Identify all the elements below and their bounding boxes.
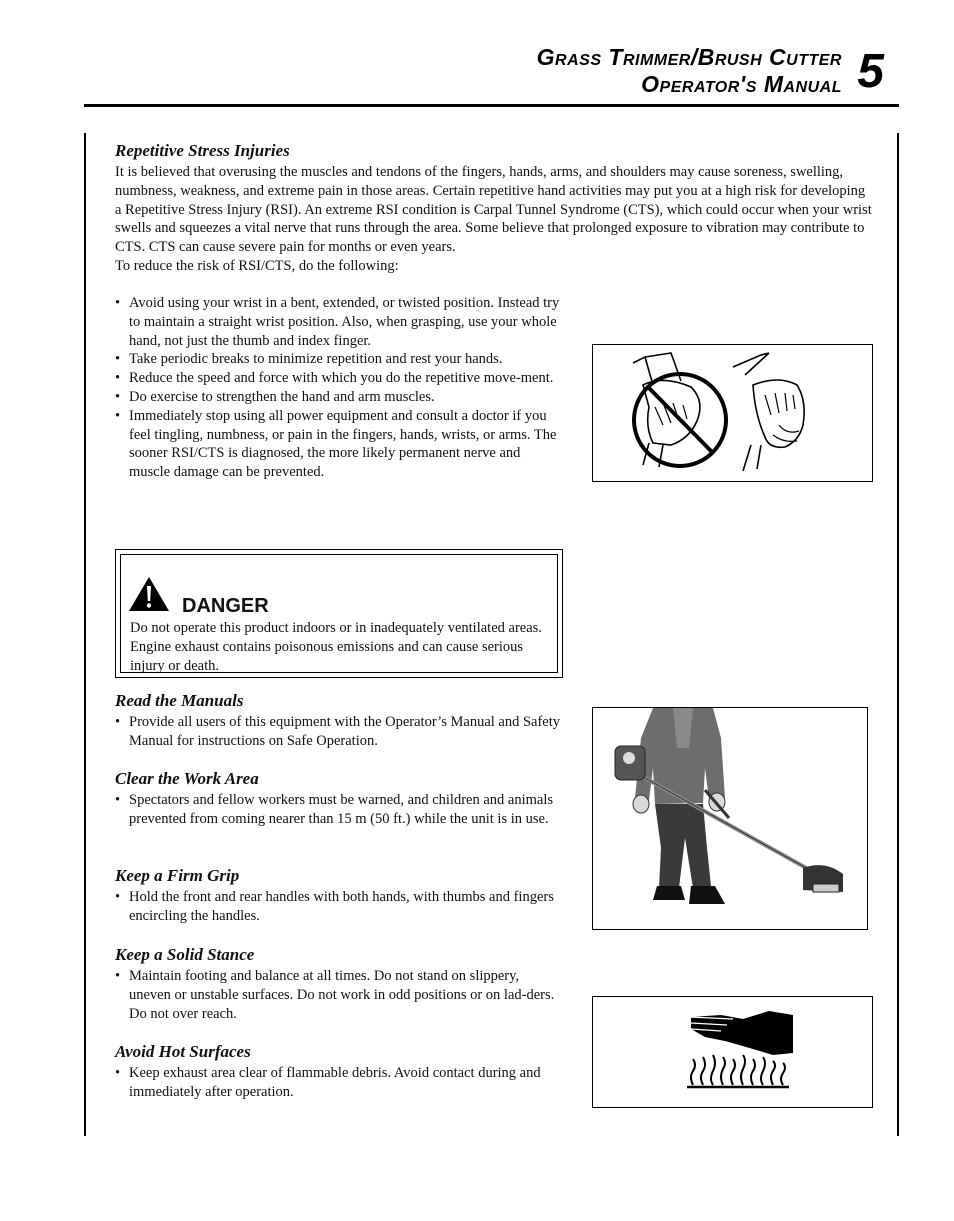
read-manuals-section [115, 691, 563, 751]
operator-illustration [615, 708, 843, 904]
list-item: • Avoid using your wrist in a bent, extended, or twisted position. Instead try to maintain a straight wrist position. Also, when grasping, use your whole hand, not just the thumb and index finger. [115, 294, 565, 350]
list-item: • Take periodic breaks to minimize repetition and rest your hands. [115, 350, 565, 369]
list-item: • Keep exhaust area clear of flammable debris. Avoid contact during and immediately after operation. [115, 1064, 563, 1102]
header-rule [84, 104, 899, 107]
danger-text: Do not operate this product indoors or in inadequately ventilated areas. Engine exhaust contains poisonous emissions and can cause serious injury or death. [130, 620, 542, 674]
rsi-bullets [115, 294, 565, 482]
solid-stance-section [115, 945, 563, 1023]
wrist-position-figure [592, 344, 873, 482]
list-item: • Immediately stop using all power equipment and consult a doctor if you feel tingling, numbness, or pain in the fingers, hands, wrists, or arms. The sooner RSI/CTS is diagnosed, the more likely permanent nerve and muscle damage can be prevented. [115, 407, 565, 482]
hot-surfaces-section [115, 1042, 563, 1102]
rsi-heading: Repetitive Stress Injuries [115, 141, 290, 160]
list-item: • Hold the front and rear handles with both hands, with thumbs and fingers encircling the handles. [115, 888, 563, 926]
danger-callout [115, 549, 563, 678]
list-item: • Reduce the speed and force with which you do the repetitive move-ment. [115, 369, 565, 388]
operator-photo-figure [592, 707, 868, 930]
hand-over-heat-icon [689, 1011, 793, 1055]
page-number: 5 [857, 45, 884, 98]
hot-surfaces-heading: Avoid Hot Surfaces [115, 1042, 251, 1061]
firm-grip-section [115, 866, 563, 926]
danger-inner-border [120, 554, 558, 673]
rsi-section [115, 141, 875, 276]
danger-title: DANGER [182, 595, 269, 617]
work-area-section [115, 769, 563, 829]
rsi-intro: To reduce the risk of RSI/CTS, do the following: [115, 257, 399, 274]
rsi-body: It is believed that overusing the muscles and tendons of the fingers, hands, arms, and shoulders may cause soreness, swelling, numbness, weakness, and extreme pain in those areas. Certain repetitive hand activities may put you at a high risk for developing a Repetitive Stress Injury (RSI). An extreme RSI condition is Carpal Tunnel Syndrome (CTS), which could occur when your wrist swells and squeezes a vital nerve that runs through the area. Some believe that prolonged exposure to vibration may contribute to CTS. CTS can cause severe pain for months or even years. [115, 164, 872, 256]
list-item: • Spectators and fellow workers must be warned, and children and animals prevented from coming nearer than 15 m (50 ft.) while the unit is in use. [115, 791, 563, 829]
manual-title [537, 44, 842, 98]
title-line-1: Grass Trimmer/Brush Cutter [536, 44, 842, 70]
right-margin-rule [897, 133, 899, 1136]
heat-waves-icon [687, 1055, 789, 1087]
list-item: • Maintain footing and balance at all times. Do not stand on slippery, uneven or unstable surfaces. Do not work in odd positions or on lad-ders. Do not over reach. [115, 967, 563, 1023]
solid-stance-heading: Keep a Solid Stance [115, 945, 255, 964]
list-item: • Provide all users of this equipment with the Operator’s Manual and Safety Manual for instructions on Safe Operation. [115, 713, 563, 751]
read-manuals-heading: Read the Manuals [115, 691, 244, 710]
left-margin-rule [84, 133, 86, 1136]
warning-triangle-icon [127, 575, 171, 618]
work-area-heading: Clear the Work Area [115, 769, 259, 788]
firm-grip-heading: Keep a Firm Grip [115, 866, 240, 885]
straight-wrist-hand-icon [733, 353, 804, 471]
title-line-2: Operator's Manual [641, 71, 842, 97]
list-item: • Do exercise to strengthen the hand and arm muscles. [115, 388, 565, 407]
hot-surface-figure [592, 996, 873, 1108]
